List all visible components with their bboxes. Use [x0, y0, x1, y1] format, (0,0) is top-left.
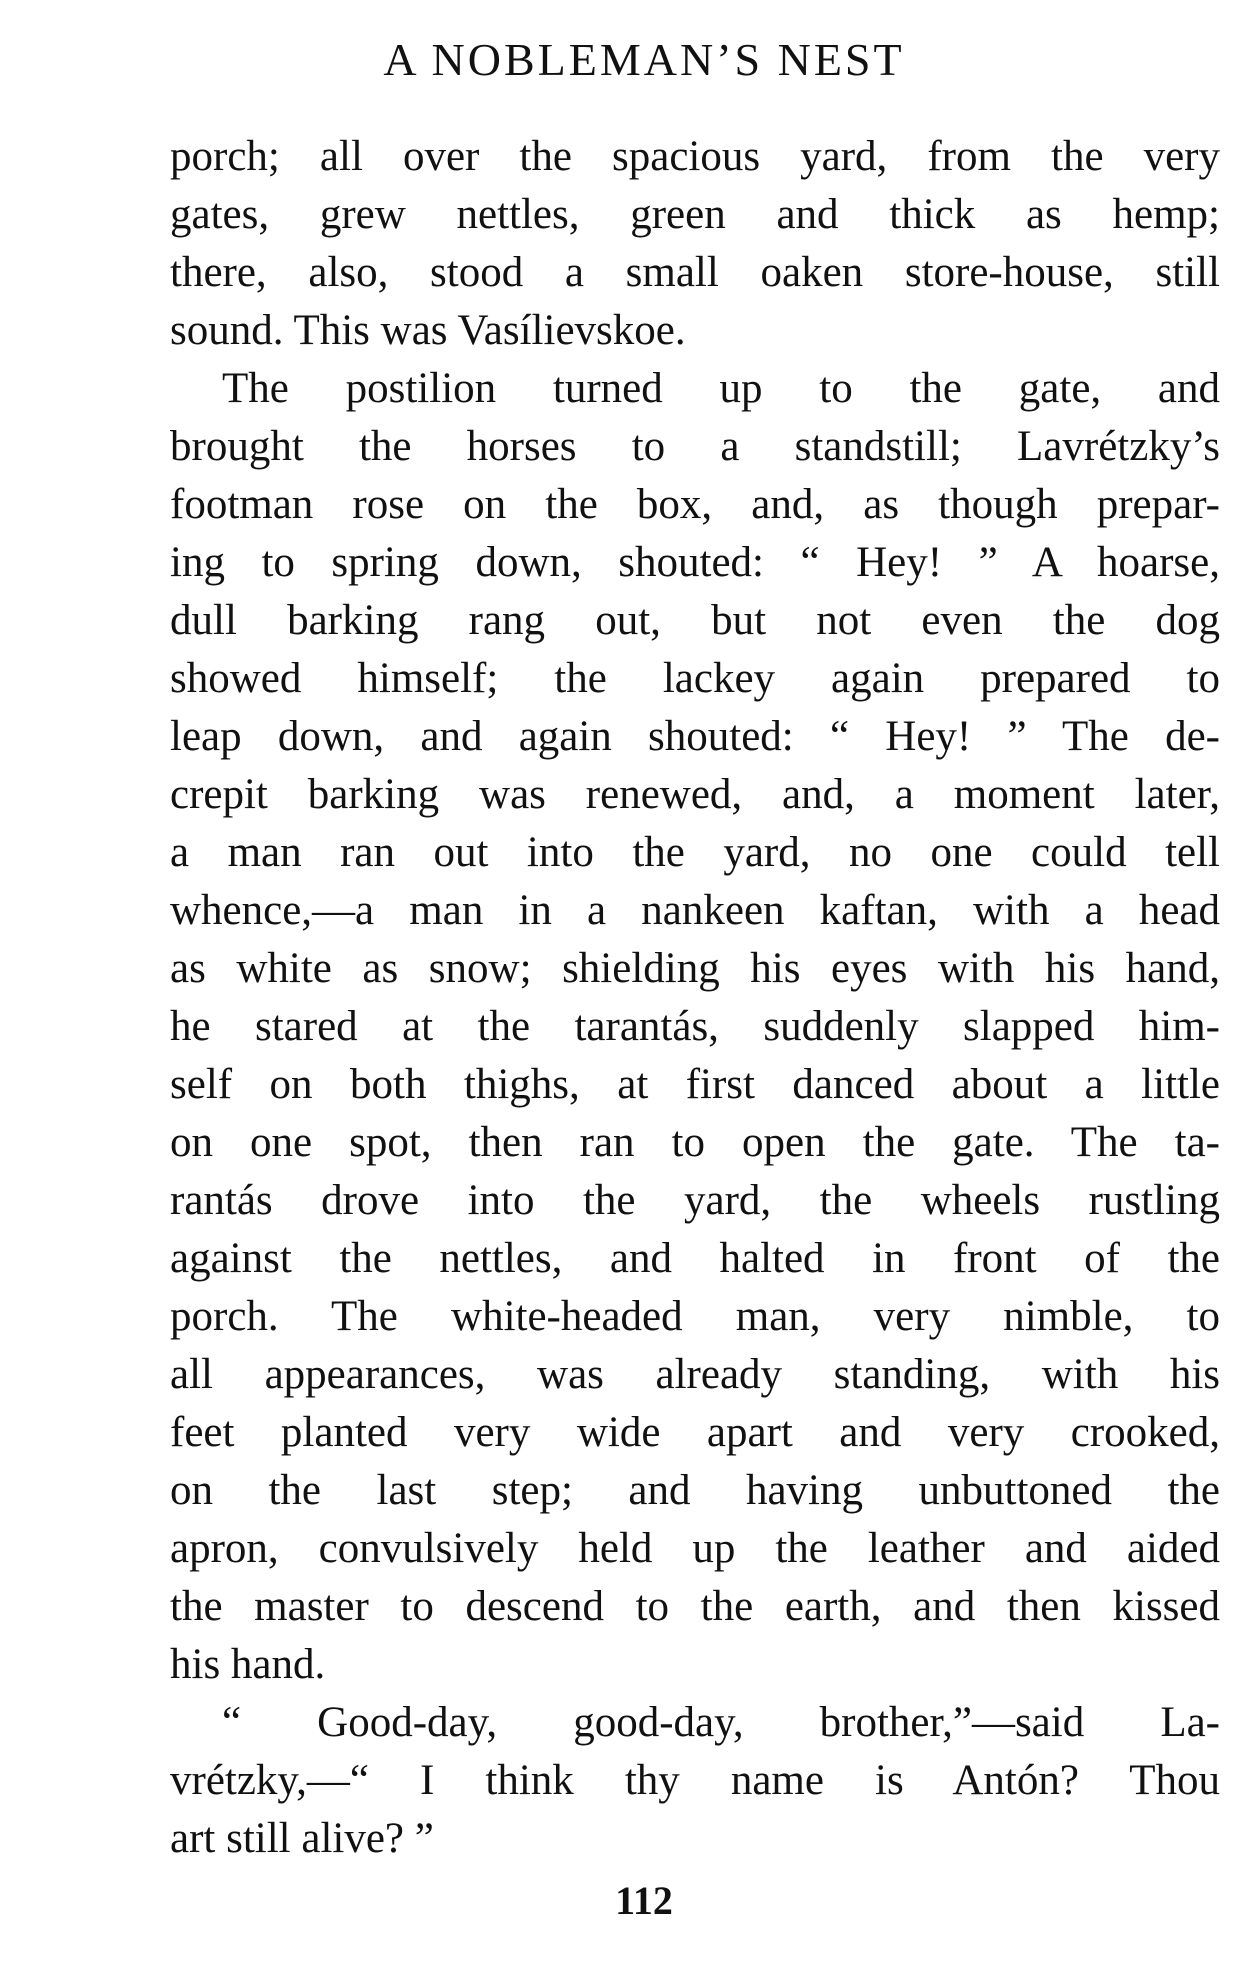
text-line: The postilion turned up to the gate, and [222, 365, 1220, 412]
text-line: leap down, and again shouted: “ Hey! ” The de- [170, 713, 1220, 760]
text-line: porch. The white-headed man, very nimble, to [170, 1293, 1220, 1340]
text-line: art still alive? ” [170, 1815, 434, 1862]
text-line: brought the horses to a standstill; Lavrétzky’s [170, 423, 1220, 470]
text-line: dull barking rang out, but not even the dog [170, 597, 1220, 644]
paragraph-3 [170, 1694, 1220, 1868]
text-line: he stared at the tarantás, suddenly slapped him- [170, 1003, 1220, 1050]
text-line: whence,—a man in a nankeen kaftan, with a head [170, 887, 1220, 934]
text-line: porch; all over the spacious yard, from the very [170, 133, 1220, 180]
running-title: A NOBLEMAN’S NEST [383, 34, 905, 85]
text-line: rantás drove into the yard, the wheels rustling [170, 1177, 1220, 1224]
paragraph-1 [170, 128, 1220, 360]
text-line: ing to spring down, shouted: “ Hey! ” A hoarse, [170, 539, 1220, 586]
page-number: 112 [615, 1878, 673, 1923]
text-line: all appearances, was already standing, with his [170, 1351, 1220, 1398]
text-line: footman rose on the box, and, as though prepar- [170, 481, 1220, 528]
paragraph-2 [170, 360, 1220, 1694]
text-line: the master to descend to the earth, and then kissed [170, 1583, 1220, 1630]
text-line: there, also, stood a small oaken store-house, still [170, 249, 1220, 296]
text-line: his hand. [170, 1641, 326, 1688]
text-line: crepit barking was renewed, and, a moment later, [170, 771, 1220, 818]
text-line: feet planted very wide apart and very crooked, [170, 1409, 1220, 1456]
body-text [170, 128, 1220, 1868]
text-line: as white as snow; shielding his eyes with his hand, [170, 945, 1220, 992]
text-line: sound. This was Vasílievskoe. [170, 307, 686, 354]
text-line: “ Good-day, good-day, brother,”—said La- [222, 1699, 1220, 1746]
text-line: on the last step; and having unbuttoned the [170, 1467, 1220, 1514]
text-line: showed himself; the lackey again prepared to [170, 655, 1220, 702]
text-line: apron, convulsively held up the leather and aided [170, 1525, 1220, 1572]
text-line: against the nettles, and halted in front of the [170, 1235, 1220, 1282]
text-line: on one spot, then ran to open the gate. The ta- [170, 1119, 1220, 1166]
text-line: vrétzky,—“ I think thy name is Antón? Thou [170, 1757, 1220, 1804]
text-line: gates, grew nettles, green and thick as hemp; [170, 191, 1220, 238]
text-line: self on both thighs, at first danced about a little [170, 1061, 1220, 1108]
text-line: a man ran out into the yard, no one could tell [170, 829, 1220, 876]
